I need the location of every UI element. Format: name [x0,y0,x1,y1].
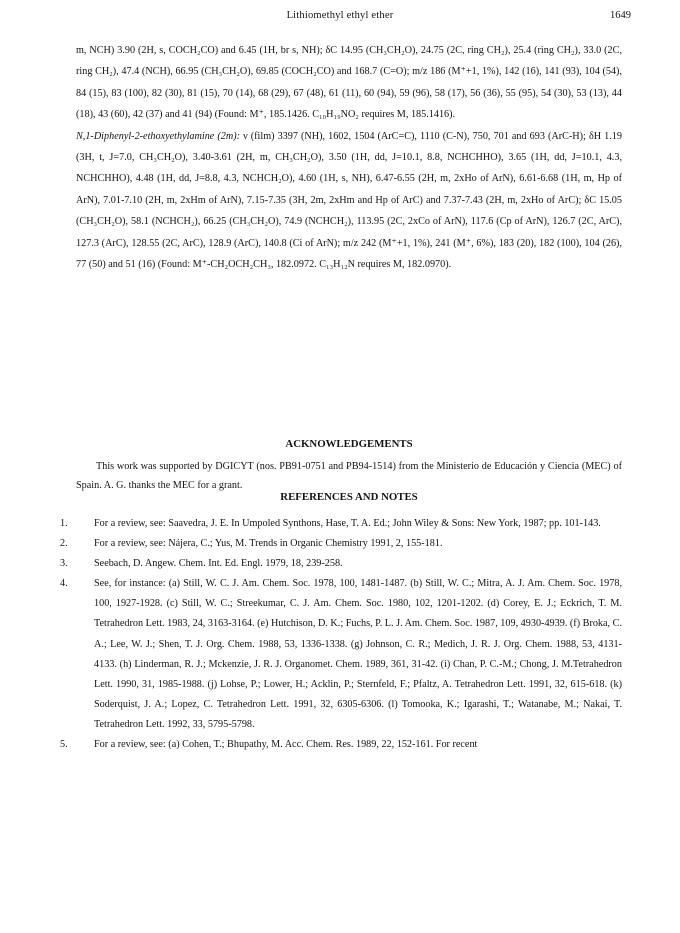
acknowledgements-text: This work was supported by DGICYT (nos. PB91-0751 and PB94-1514) from the Ministerio de Educación y Ciencia (MEC) of Spain. A. G. thanks the MEC for a grant. [76,461,622,491]
reference-item [56,554,622,574]
reference-text: See, for instance: (a) Still, W. C. J. Am. Chem. Soc. 1978, 100, 1481-1487. (b) Still, W. C.; Mitra, A. J. Am. Chem. Soc. 1978, 100, 1927-1928. (c) Still, W. C.; Streekumar, C. J. Am. Chem. Soc. 1980, 102, 1201-1202. (d) Corey, E. J.; Eckrich, T. M. Tetrahedron Lett. 1983, 24, 3163-3164. (e) Hutchison, D. K.; Fuchs, P. L. J. Am. Chem. Soc. 1987, 109, 4930-4939. (f) Broka, C. A.; Lee, W. J.; Shen, T. J. Org. Chem. 1988, 53, 1336-1338. (g) Johnson, C. R.; Medich, J. R. J. Org. Chem. 1988, 53, 4131-4133. (h) Linderman, R. J.; Mckenzie, J. R. J. Organomet. Chem. 1989, 361, 31-42. (i) Chan, P. C.-M.; Chong, J. M.Tetrahedron Lett. 1990, 31, 1985-1988. (j) Lohse, P.; Lower, H.; Acklin, P.; Sternfeld, F.; Pfaltz, A. Tetrahedron Lett. 1991, 32, 615-618. (k) Soderquist, J. A.; Lopez, C. Tetrahedron Lett. 1991, 32, 6305-6306. (l) Tomooka, K.; Igarashi, T.; Watanabe, M.; Nakai, T. Tetrahedron Lett. 1992, 33, 5795-5798. [94,578,622,730]
compound-2m-data: ν (film) 3397 (NH), 1602, 1504 (ArC=C), 1110 (C-N), 750, 701 and 693 (ArC-H); δH 1.19 (3H, t, J=7.0, CH₃CH₂O), 3.40-3.61 (2H, m, CH₃CH₂O), 3.50 (1H, dd, J=10.1, 8.8, NCHCHHO), 3.65 (1H, dd, J=10.1, 4.3, NCHCHHO), 4.48 (1H, dd, J=8.8, 4.3, NCHCH₂O), 4.60 (1H, s, NH), 6.47-6.55 (2H, m, 2xHo of ArN), 6.61-6.68 (1H, m, Hp of ArN), 7.01-7.10 (2H, m, 2xHm of ArN), 7.15-7.35 (3H, 2m, 2xHm and Hp of ArC) and 7.37-7.43 (2H, m, 2xHo of ArC); δC 15.05 (CH₃CH₂O), 58.1 (NCHCH₂), 66.25 (CH₃CH₂O), 74.9 (NCHCH₂), 113.95 (2C, 2xCo of ArN), 117.6 (Cp of ArN), 126.7 (2C, ArC), 127.3 (ArC), 128.55 (2C, ArC), 128.9 (ArC), 140.8 (Ci of ArN); m/z 242 (M⁺+1, 1%), 241 (M⁺, 6%), 183 (20), 182 (100), 104 (26), 77 (50) and 51 (16) (Found: M⁺-CH₂OCH₂CH₃, 182.0972. C₁₃H₁₂N requires M, 182.0970). [76,130,622,271]
reference-number: 5. [60,739,68,751]
experimental-section [76,40,622,275]
reference-item [56,534,622,554]
reference-text: For a review, see: Nájera, C.; Yus, M. Trends in Organic Chemistry 1991, 2, 155-181. [94,538,443,550]
compound-2m-paragraph [76,126,622,276]
reference-item [56,735,622,755]
reference-text: For a review, see: Saavedra, J. E. In Umpoled Synthons, Hase, T. A. Ed.; John Wiley & Sons: New York, 1987; pp. 101-143. [94,518,601,529]
compound-data-paragraph: m, NCH) 3.90 (2H, s, COCH₂CO) and 6.45 (1H, br s, NH); δC 14.95 (CH₃CH₂O), 24.75 (2C, ring CH₂), 25.4 (ring CH₂), 33.0 (2C, ring CH₂), 47.4 (NCH), 66.95 (CH₃CH₂O), 69.85 (COCH₂CO) and 168.7 (C=O); m/z 186 (M⁺+1, 1%), 142 (16), 141 (93), 104 (54), 84 (15), 83 (100), 82 (30), 81 (15), 70 (14), 68 (29), 67 (48), 61 (11), 60 (94), 59 (96), 58 (17), 56 (36), 55 (95), 54 (30), 53 (13), 44 (18), 43 (60), 42 (37) and 41 (94) (Found: M⁺, 185.1426. C₁₀H₁₉NO₂ requires M, 185.1416). [76,45,622,121]
reference-item [56,514,622,534]
page-number: 1649 [610,10,631,21]
acknowledgements-heading: ACKNOWLEDGEMENTS [285,438,413,450]
reference-text: For a review, see: (a) Cohen, T.; Bhupathy, M. Acc. Chem. Res. 1989, 22, 152-161. For recent [94,739,478,751]
reference-number: 1. [60,518,68,529]
running-title: Lithiomethyl ethyl ether [286,10,394,21]
reference-number: 2. [60,538,68,550]
reference-item [56,574,622,735]
references-list [56,514,622,755]
references-heading: REFERENCES AND NOTES [280,491,418,503]
reference-number: 3. [60,558,68,570]
reference-number: 4. [60,578,68,590]
reference-text: Seebach, D. Angew. Chem. Int. Ed. Engl. 1979, 18, 239-258. [94,558,343,570]
compound-name: N,1-Diphenyl-2-ethoxyethylamine (2m): [76,130,241,142]
